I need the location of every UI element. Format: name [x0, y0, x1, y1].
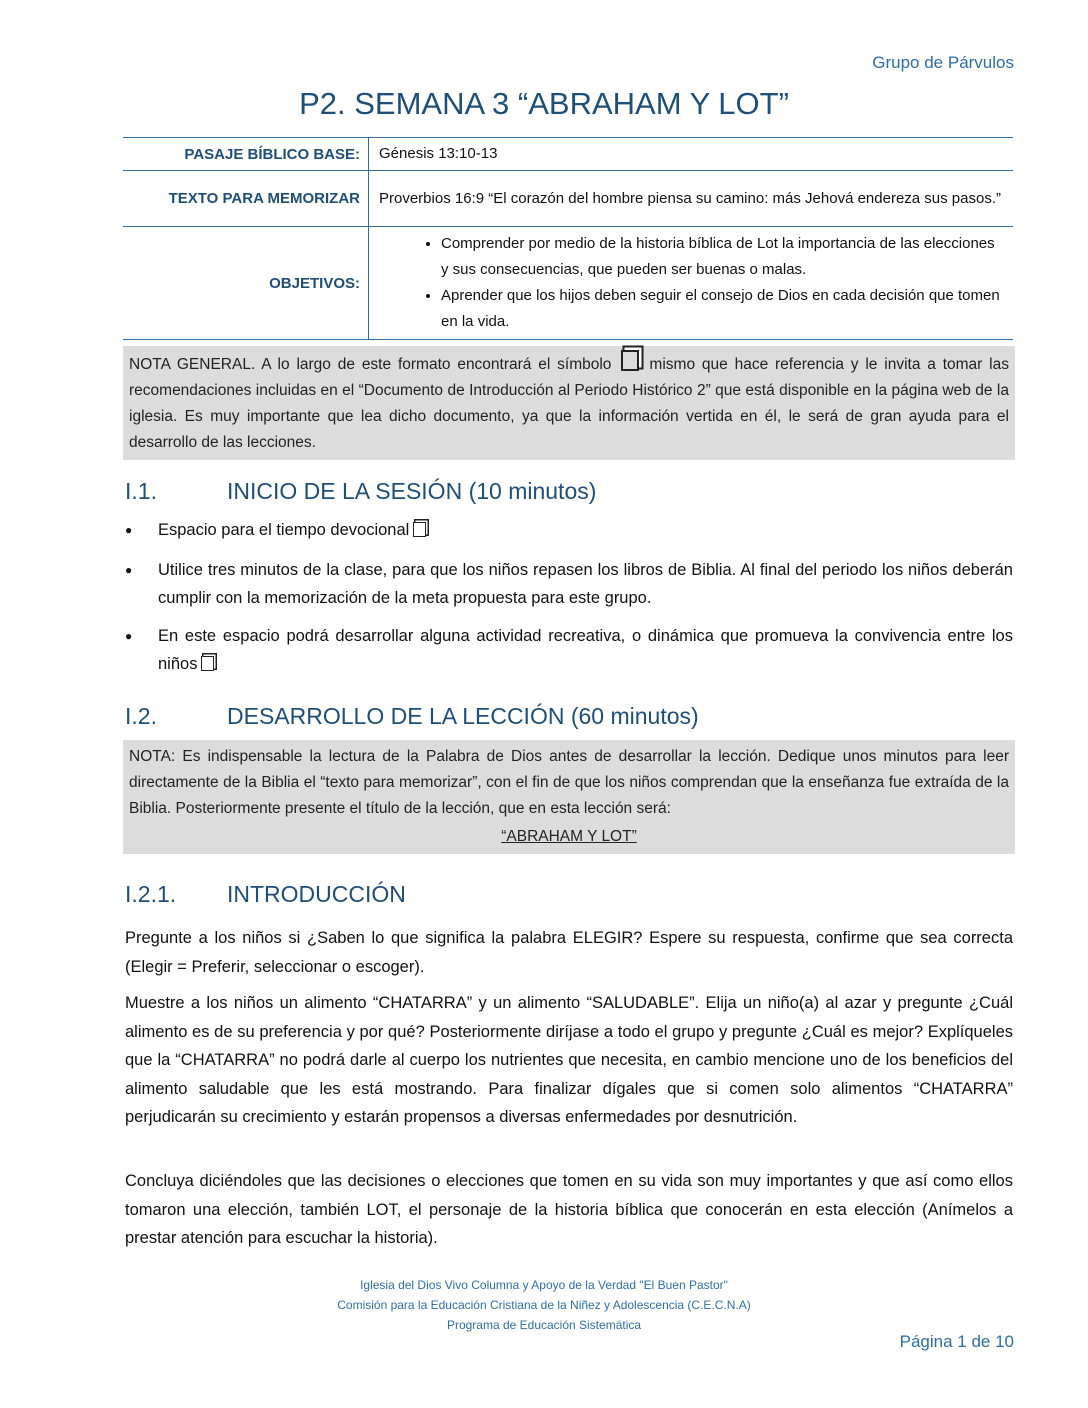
list-item: • Comprender por medio de la historia bíblica de Lot la importancia de las elecciones y sus consecuencias, que pueden ser buenas o malas.	[441, 231, 1003, 283]
general-note	[123, 346, 1015, 460]
note-text: NOTA: Es indispensable la lectura de la Palabra de Dios antes de desarrollar la lección. Dedique unos minutos para leer directamente de la Biblia el “texto para memorizar”, con el fin de que los niños comprendan que la enseñanza fue extraída de la Biblia. Posteriormente presente el título de la lección, que en esta lección será:	[129, 748, 1009, 817]
section-title: DESARROLLO DE LA LECCIÓN (60 minutos)	[227, 703, 699, 729]
bullet-icon: ●	[125, 523, 133, 537]
note-text-end: mismo que hace referencia y le invita a tomar las recomendaciones incluidas en el “Documento de Introducción al Periodo Histórico 2” que está disponible en la página web de la iglesia. Es muy importante que lea dicho documento, ya que la información vertida en él, le será de gran ayuda para el desarrollo de las lecciones.	[129, 356, 1009, 451]
footer	[0, 1275, 1088, 1335]
pasaje-value: Génesis 13:10-13	[369, 138, 1014, 171]
page-title: P2. SEMANA 3 “ABRAHAM Y LOT”	[299, 86, 789, 121]
footer-line: Programa de Educación Sistemática	[446, 1318, 642, 1332]
texto-label: TEXTO PARA MEMORIZAR	[123, 171, 369, 227]
bullet-text: Utilice tres minutos de la clase, para que los niños repasen los libros de Biblia. Al final del periodo los niños deberán cumplir con la memorización de la meta propuesta para este grupo.	[158, 561, 1013, 607]
list-item	[125, 556, 1013, 612]
bullet-text: Espacio para el tiempo devocional	[158, 521, 410, 539]
objetivos-cell	[369, 227, 1014, 340]
paragraph: Muestre a los niños un alimento “CHATARRA” y un alimento “SALUDABLE”. Elija un niño(a) al azar y pregunte ¿Cuál alimento es de su preferencia y por qué? Posteriormente diríjase a todo el grupo y pregunte ¿Cuál es mejor? Explíqueles que la “CHATARRA” no podrá darle al cuerpo los nutrientes que necesita, en cambio mencione uno de los beneficios del alimento saludable que les está mostrando. Para finalizar dígales que si comen solo alimentos “CHATARRA” perjudicarán su crecimiento y estarán propensos a diversas enfermedades por desnutrición.	[125, 994, 1013, 1126]
paragraph: Concluya diciéndoles que las decisiones o elecciones que tomen en su vida son muy importantes y que así como ellos tomaron una elección, también LOT, el personaje de la historia bíblica que conocerán en esta elección (Anímelos a prestar atención para escuchar la historia).	[125, 1172, 1013, 1247]
note-text-start: NOTA GENERAL. A lo largo de este formato encontrará el símbolo	[129, 356, 612, 373]
lesson-title: “ABRAHAM Y LOT”	[501, 828, 637, 845]
bullet-icon: ●	[125, 563, 133, 577]
section-heading	[125, 478, 596, 505]
table-row	[123, 171, 1013, 227]
document-copy-icon	[621, 350, 639, 371]
paragraph: Pregunte a los niños si ¿Saben lo que significa la palabra ELEGIR? Espere su respuesta, confirme que sea correcta (Elegir = Preferir, seleccionar o escoger).	[125, 929, 1013, 976]
section-title: INTRODUCCIÓN	[227, 881, 406, 907]
section-heading	[125, 881, 406, 908]
document-copy-icon	[201, 656, 214, 671]
texto-value: Proverbios 16:9 “El corazón del hombre piensa su camino: más Jehová endereza sus pasos.”	[369, 171, 1014, 227]
table-row	[123, 227, 1013, 340]
section-title: INICIO DE LA SESIÓN (10 minutos)	[227, 478, 597, 504]
footer-line: Iglesia del Dios Vivo Columna y Apoyo de la Verdad "El Buen Pastor"	[360, 1278, 728, 1292]
section-number: I.2.1.	[125, 881, 177, 907]
section-heading	[125, 703, 699, 730]
section-number: I.1.	[125, 478, 157, 504]
footer-line: Comisión para la Educación Cristiana de la Niñez y Adolescencia (C.E.C.N.A)	[337, 1298, 751, 1312]
pasaje-label: PASAJE BÍBLICO BASE:	[123, 138, 369, 171]
group-name: Grupo de Párvulos	[872, 53, 1014, 72]
table-row	[123, 138, 1013, 171]
section-number: I.2.	[125, 703, 157, 729]
list-item	[125, 516, 1013, 544]
page-number: Página 1 de 10	[899, 1332, 1014, 1351]
list-item: • Aprender que los hijos deben seguir el consejo de Dios en cada decisión que tomen en la vida.	[441, 283, 1003, 335]
info-table	[123, 137, 1013, 340]
bullet-icon: ●	[125, 629, 133, 643]
lesson-note	[123, 740, 1015, 854]
objetivos-label: OBJETIVOS:	[123, 227, 369, 340]
document-copy-icon	[413, 522, 426, 537]
objetivos-list	[379, 231, 1003, 335]
bullet-text: En este espacio podrá desarrollar alguna actividad recreativa, o dinámica que promueva la convivencia entre los niños	[158, 627, 1013, 673]
list-item	[125, 622, 1013, 678]
